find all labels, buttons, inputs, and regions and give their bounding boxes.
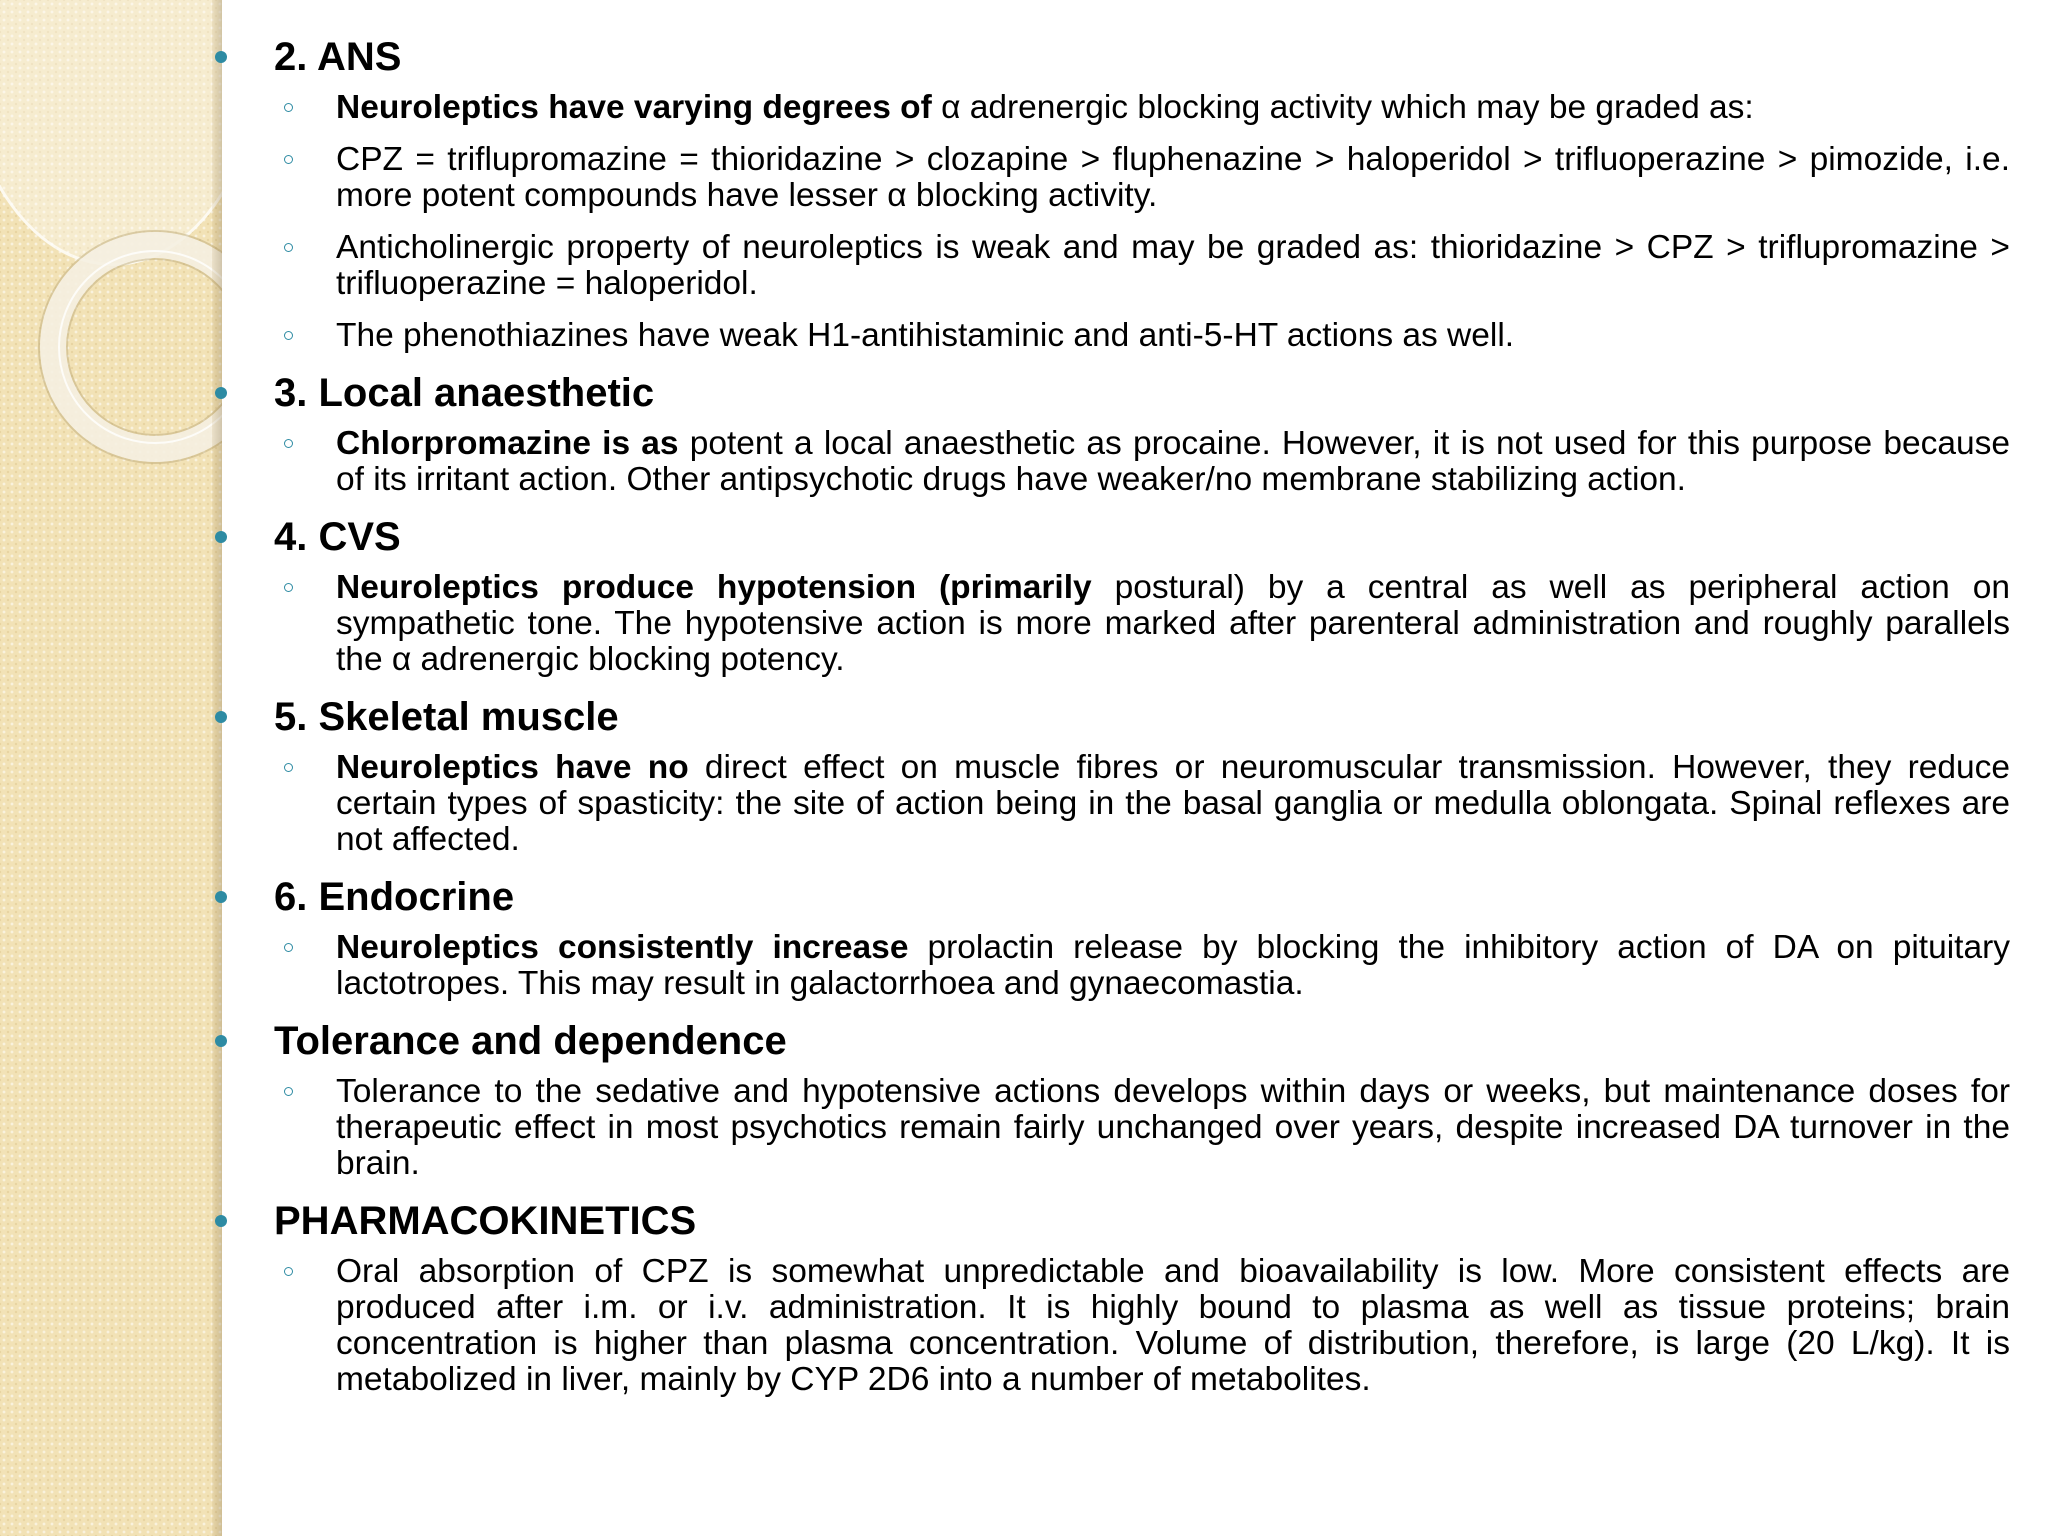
sub-bullet-item xyxy=(210,90,2010,126)
bullet-dot-icon xyxy=(215,891,227,903)
section-local-anaesthetic xyxy=(210,370,2010,498)
sub-bullet-circle-icon xyxy=(284,1267,293,1276)
sub-bullet-item xyxy=(210,570,2010,678)
section-heading xyxy=(210,1018,2010,1064)
heading-text: PHARMACOKINETICS xyxy=(274,1199,697,1243)
section-heading xyxy=(210,694,2010,740)
bullet-dot-icon xyxy=(215,1215,227,1227)
bullet-dot-icon xyxy=(215,531,227,543)
decorative-side-panel xyxy=(0,0,222,1536)
item-text: prolactin release by blocking the inhibitory action of DA on pituitary lactotropes. This may result in galactorrhoea and gynaecomastia. xyxy=(336,929,2010,1002)
heading-text: 6. Endocrine xyxy=(274,875,515,919)
sub-bullet-circle-icon xyxy=(284,763,293,772)
item-text: postural) by a central as well as peripheral action on sympathetic tone. The hypotensive action is more marked after parenteral administration and roughly parallels the α adrenergic blocking potency. xyxy=(336,569,2010,678)
section-heading xyxy=(210,514,2010,560)
item-text: Anticholinergic property of neuroleptics is weak and may be graded as: thioridazine > CPZ > triflupromazine > trifluoperazine = haloperidol. xyxy=(336,229,2010,302)
item-text: CPZ = triflupromazine = thioridazine > clozapine > fluphenazine > haloperidol > trifluoperazine > pimozide, i.e. more potent compounds have lesser α blocking activity. xyxy=(336,141,2010,214)
sub-bullet-circle-icon xyxy=(284,583,293,592)
item-text: direct effect on muscle fibres or neuromuscular transmission. However, they reduce certain types of spasticity: the site of action being in the basal ganglia or medulla oblongata. Spinal reflexes are not affected. xyxy=(336,749,2010,858)
section-tolerance-dependence xyxy=(210,1018,2010,1182)
sub-bullet-circle-icon xyxy=(284,243,293,252)
section-cvs xyxy=(210,514,2010,678)
section-heading xyxy=(210,370,2010,416)
item-bold-text: Chlorpromazine is as xyxy=(336,425,679,462)
sub-bullet-circle-icon xyxy=(284,439,293,448)
section-skeletal-muscle xyxy=(210,694,2010,858)
item-bold-text: Neuroleptics produce hypotension (primarily xyxy=(336,569,1092,606)
sub-bullet-item xyxy=(210,750,2010,858)
sub-bullet-circle-icon xyxy=(284,103,293,112)
bullet-dot-icon xyxy=(215,1035,227,1047)
item-text: Tolerance to the sedative and hypotensive actions develops within days or weeks, but maintenance doses for therapeutic effect in most psychotics remain fairly unchanged over years, despite increased DA turnover in the brain. xyxy=(336,1073,2010,1182)
bullet-dot-icon xyxy=(215,711,227,723)
item-text: α adrenergic blocking activity which may be graded as: xyxy=(931,89,1754,126)
section-endocrine xyxy=(210,874,2010,1002)
item-text: The phenothiazines have weak H1-antihistaminic and anti-5-HT actions as well. xyxy=(336,317,1515,354)
sub-bullet-item xyxy=(210,142,2010,214)
item-text: potent a local anaesthetic as procaine. However, it is not used for this purpose because of its irritant action. Other antipsychotic drugs have weaker/no membrane stabilizing action. xyxy=(336,425,2011,498)
decorative-arc xyxy=(0,0,222,266)
sub-bullet-circle-icon xyxy=(284,331,293,340)
item-bold-text: Neuroleptics have no xyxy=(336,749,689,786)
heading-text: 5. Skeletal muscle xyxy=(274,695,619,739)
sub-bullet-item xyxy=(210,930,2010,1002)
heading-text: Tolerance and dependence xyxy=(274,1019,787,1063)
section-ans xyxy=(210,34,2010,354)
section-heading xyxy=(210,1198,2010,1244)
bullet-dot-icon xyxy=(215,387,227,399)
sub-bullet-item xyxy=(210,318,2010,354)
slide-content xyxy=(210,34,2010,1414)
heading-text: 4. CVS xyxy=(274,515,401,559)
sub-bullet-circle-icon xyxy=(284,1087,293,1096)
heading-text: 3. Local anaesthetic xyxy=(274,371,655,415)
sub-bullet-item xyxy=(210,426,2010,498)
sub-bullet-item xyxy=(210,1254,2010,1398)
sub-bullet-item xyxy=(210,1074,2010,1182)
bullet-dot-icon xyxy=(215,51,227,63)
sub-bullet-circle-icon xyxy=(284,155,293,164)
heading-text: 2. ANS xyxy=(274,35,402,79)
sub-bullet-item xyxy=(210,230,2010,302)
section-heading xyxy=(210,34,2010,80)
item-text: Oral absorption of CPZ is somewhat unpredictable and bioavailability is low. More consistent effects are produced after i.m. or i.v. administration. It is highly bound to plasma as well as tissue proteins; brain concentration is higher than plasma concentration. Volume of distribution, therefore, is large (20 L/kg). It is metabolized in liver, mainly by CYP 2D6 into a number of metabolites. xyxy=(336,1253,2010,1398)
section-heading xyxy=(210,874,2010,920)
sub-bullet-circle-icon xyxy=(284,943,293,952)
item-bold-text: Neuroleptics have varying degrees of xyxy=(336,89,932,126)
section-pharmacokinetics xyxy=(210,1198,2010,1398)
item-bold-text: Neuroleptics consistently increase xyxy=(336,929,909,966)
